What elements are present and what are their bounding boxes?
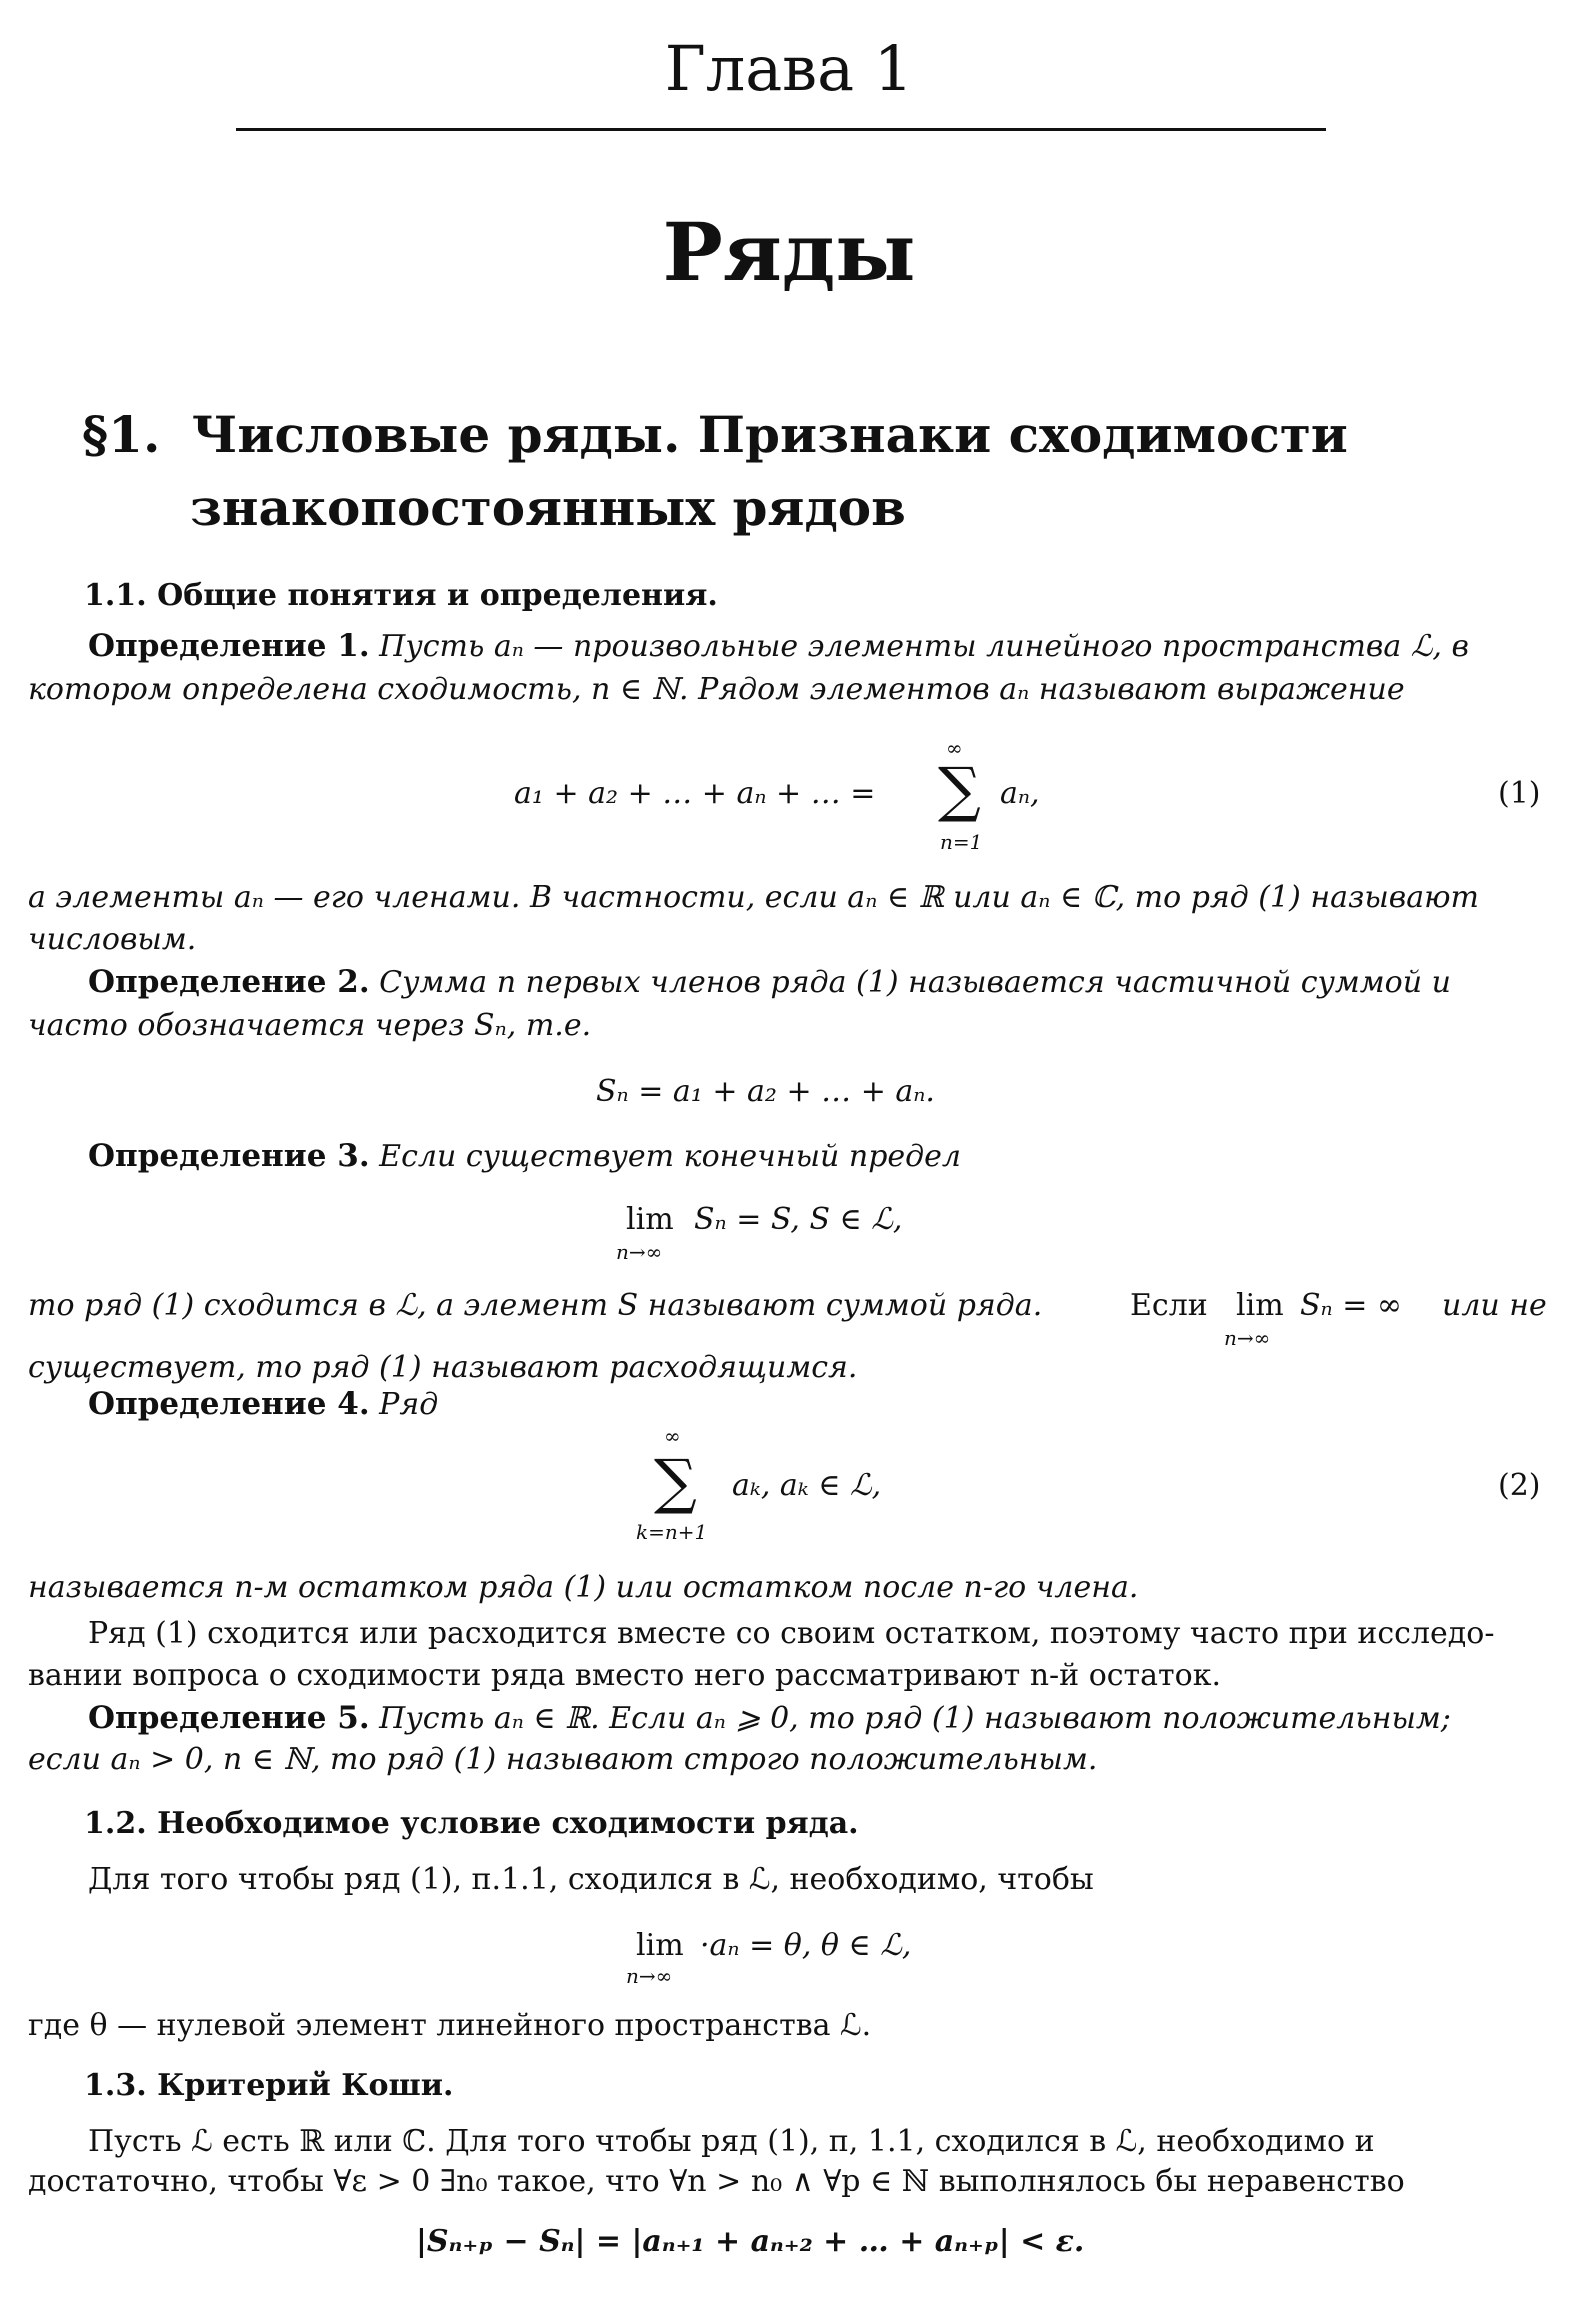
cauchy-line2: достаточно, чтобы ∀ε > 0 ∃n₀ такое, что ∀n > n₀ ∧ ∀p ∈ ℕ выполнялось бы неравенство	[28, 2164, 1405, 2199]
remark-line1: Ряд (1) сходится или расходится вместе со своим остатком, поэтому часто при исследо-	[88, 1616, 1495, 1651]
after-def1-line1: а элементы aₙ — его членами. В частности, если aₙ ∈ ℝ или aₙ ∈ ℂ, то ряд (1) называют	[28, 880, 1479, 915]
definition-4-label: Определение 4.	[88, 1386, 370, 1422]
after-def3-line1b: Если	[1130, 1288, 1208, 1323]
eq1-right: aₙ,	[1000, 776, 1040, 811]
definition-5-line1: Пусть aₙ ∈ ℝ. Если aₙ ⩾ 0, то ряд (1) называют положительным;	[379, 1701, 1451, 1736]
definition-2	[88, 964, 1451, 1000]
subsection-1-1: 1.1. Общие понятия и определения.	[84, 578, 718, 613]
definition-4	[88, 1386, 438, 1422]
cauchy-line1: Пусть ℒ есть ℝ или ℂ. Для того чтобы ряд (1), п, 1.1, сходился в ℒ, необходимо и	[88, 2124, 1375, 2159]
definition-3-label: Определение 3.	[88, 1138, 370, 1174]
limit-expression: Sₙ = S, S ∈ ℒ,	[694, 1202, 903, 1237]
eq1-sigma: ∑	[938, 755, 981, 825]
definition-4-text: Ряд	[379, 1387, 439, 1422]
definition-2-line1: Сумма n первых членов ряда (1) называется частичной суммой и	[379, 965, 1451, 1000]
necessary-expression: ·aₙ = θ, θ ∈ ℒ,	[700, 1928, 912, 1963]
eq1-upper-limit: ∞	[946, 736, 963, 760]
after-def3-lim-subscript: n→∞	[1224, 1326, 1271, 1350]
definition-3	[88, 1138, 961, 1174]
eq1-number: (1)	[1498, 776, 1541, 811]
subsection-1-2: 1.2. Необходимое условие сходимости ряда.	[84, 1806, 859, 1841]
after-def3-line1a: то ряд (1) сходится в ℒ, а элемент S называют суммой ряда.	[28, 1288, 1043, 1323]
definition-1	[88, 628, 1469, 664]
partial-sum-equation: Sₙ = a₁ + a₂ + … + aₙ.	[596, 1074, 935, 1109]
definition-5	[88, 1700, 1451, 1736]
necessary-lim: lim	[636, 1928, 684, 1963]
section-title-line2: знакопостоянных рядов	[190, 478, 906, 537]
cauchy-formula: |Sₙ₊ₚ − Sₙ| = |aₙ₊₁ + aₙ₊₂ + … + aₙ₊ₚ| < ε.	[416, 2224, 1085, 2259]
remark-line2: вании вопроса о сходимости ряда вместо него рассматривают n-й остаток.	[28, 1658, 1221, 1693]
necessary-condition-line2: где θ — нулевой элемент линейного пространства ℒ.	[28, 2008, 872, 2043]
eq1-left: a₁ + a₂ + … + aₙ + … =	[514, 776, 876, 811]
eq2-number: (2)	[1498, 1468, 1541, 1503]
eq1-lower-limit: n=1	[940, 830, 983, 854]
after-def3-lim: lim	[1236, 1288, 1284, 1323]
after-def4: называется n-м остатком ряда (1) или остатком после n-го члена.	[28, 1570, 1139, 1605]
necessary-lim-subscript: n→∞	[626, 1964, 673, 1988]
definition-5-label: Определение 5.	[88, 1700, 370, 1736]
definition-3-text: Если существует конечный предел	[379, 1139, 962, 1174]
eq2-sigma: ∑	[654, 1447, 697, 1517]
necessary-condition-line1: Для того чтобы ряд (1), п.1.1, сходился в ℒ, необходимо, чтобы	[88, 1862, 1094, 1897]
after-def3-line2: существует, то ряд (1) называют расходящимся.	[28, 1350, 858, 1385]
eq2-upper-limit: ∞	[664, 1424, 681, 1448]
limit-operator: lim	[626, 1202, 674, 1237]
section-number: §1.	[82, 405, 161, 464]
definition-1-line1: Пусть aₙ — произвольные элементы линейного пространства ℒ, в	[379, 629, 1469, 664]
after-def3-line1c: Sₙ = ∞	[1300, 1288, 1402, 1323]
subsection-1-3: 1.3. Критерий Коши.	[84, 2068, 454, 2103]
chapter-heading: Глава 1	[664, 32, 914, 105]
definition-2-line2: часто обозначается через Sₙ, т.е.	[28, 1008, 592, 1043]
eq2-right: aₖ, aₖ ∈ ℒ,	[732, 1468, 882, 1503]
definition-1-label: Определение 1.	[88, 628, 370, 664]
section-heading	[82, 405, 1348, 464]
chapter-title: Ряды	[662, 205, 916, 299]
eq2-lower-limit: k=n+1	[636, 1520, 708, 1544]
definition-1-line2: котором определена сходимость, n ∈ ℕ. Рядом элементов aₙ называют выражение	[28, 672, 1405, 707]
chapter-rule	[236, 128, 1326, 131]
limit-subscript: n→∞	[616, 1240, 663, 1264]
definition-5-line2: если aₙ > 0, n ∈ ℕ, то ряд (1) называют строго положительным.	[28, 1742, 1098, 1777]
section-title-line1: Числовые ряды. Признаки сходимости	[191, 405, 1348, 464]
after-def1-line2: числовым.	[28, 922, 197, 957]
after-def3-line1d: или не	[1442, 1288, 1547, 1323]
definition-2-label: Определение 2.	[88, 964, 370, 1000]
